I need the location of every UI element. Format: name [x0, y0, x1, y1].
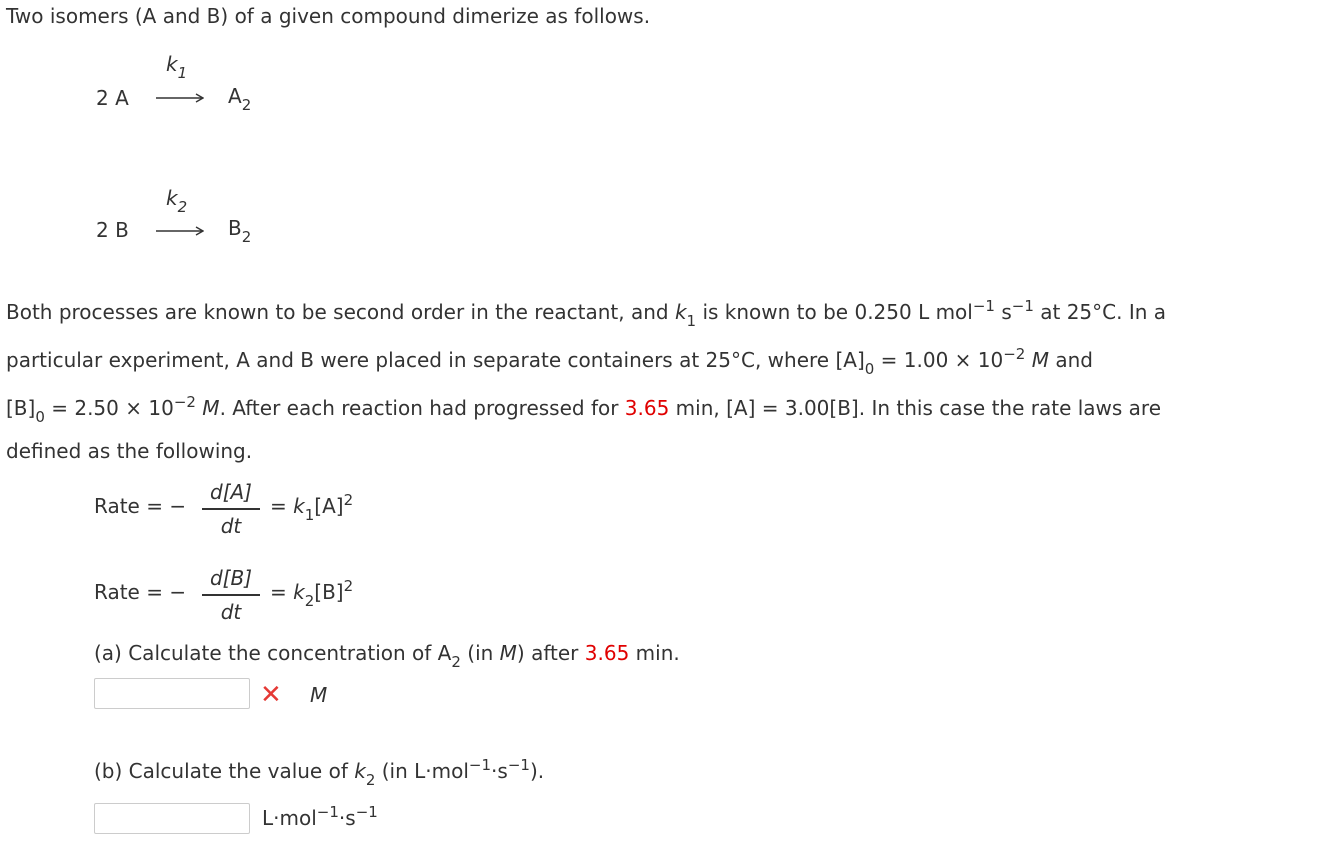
paragraph-line-4: defined as the following. [6, 439, 253, 463]
rate-law-1-fraction: d[A] dt [202, 480, 260, 538]
part-b-answer-input[interactable] [94, 803, 250, 834]
reaction-arrow-icon [156, 225, 204, 237]
rate-law-2-label: Rate = − [94, 580, 187, 604]
rate-constant-k2-label: $k_2$ [166, 186, 188, 216]
rate-constant-k1-label: $k_1$ [166, 52, 188, 82]
paragraph-line-2: particular experiment, A and B were placed in separate containers at 25°C, where $[A]_0 = 1.00 \times 10^{-2}$ M and [6, 344, 1093, 378]
reaction2-reactant: 2 B [96, 218, 129, 242]
part-b-question: (b) Calculate the value of $k_2$ (in $L\cdot mol^{-1}\cdot s^{-1}$). [94, 755, 545, 789]
intro-text: Two isomers (A and B) of a given compound dimerize as follows. [6, 4, 651, 28]
paragraph-line-1: Both processes are known to be second order in the reactant, and $k_1$ is known to be 0.250 L mol$^{-1}$ $s^{-1}$ at 25°C. In a [6, 296, 1167, 330]
part-a-answer-input[interactable] [94, 678, 250, 709]
reaction2-product: $B_2$ [228, 216, 252, 246]
part-b-unit: $L\cdot mol^{-1}\cdot s^{-1}$ [262, 802, 378, 830]
part-a-unit: M [310, 683, 328, 707]
reaction-arrow-icon [156, 92, 204, 104]
reaction1-product: $A_2$ [228, 84, 252, 114]
incorrect-x-icon: ✕ [260, 680, 282, 710]
rate-law-2-expression: = $k_2[B]^2$ [270, 576, 354, 610]
reaction1-reactant: 2 A [96, 86, 129, 110]
rate-law-2-fraction: d[B] dt [202, 566, 260, 624]
rate-law-1-expression: = $k_1[A]^2$ [270, 490, 354, 524]
part-a-question: (a) Calculate the concentration of $A_2$ (in M) after 3.65 min. [94, 641, 680, 671]
rate-law-1-label: Rate = − [94, 494, 187, 518]
paragraph-line-3: $[B]_0 = 2.50 \times 10^{-2}$ M. After each reaction had progressed for 3.65 min, [A] = 3.00[B]. In this case the rate laws are [6, 392, 1162, 426]
